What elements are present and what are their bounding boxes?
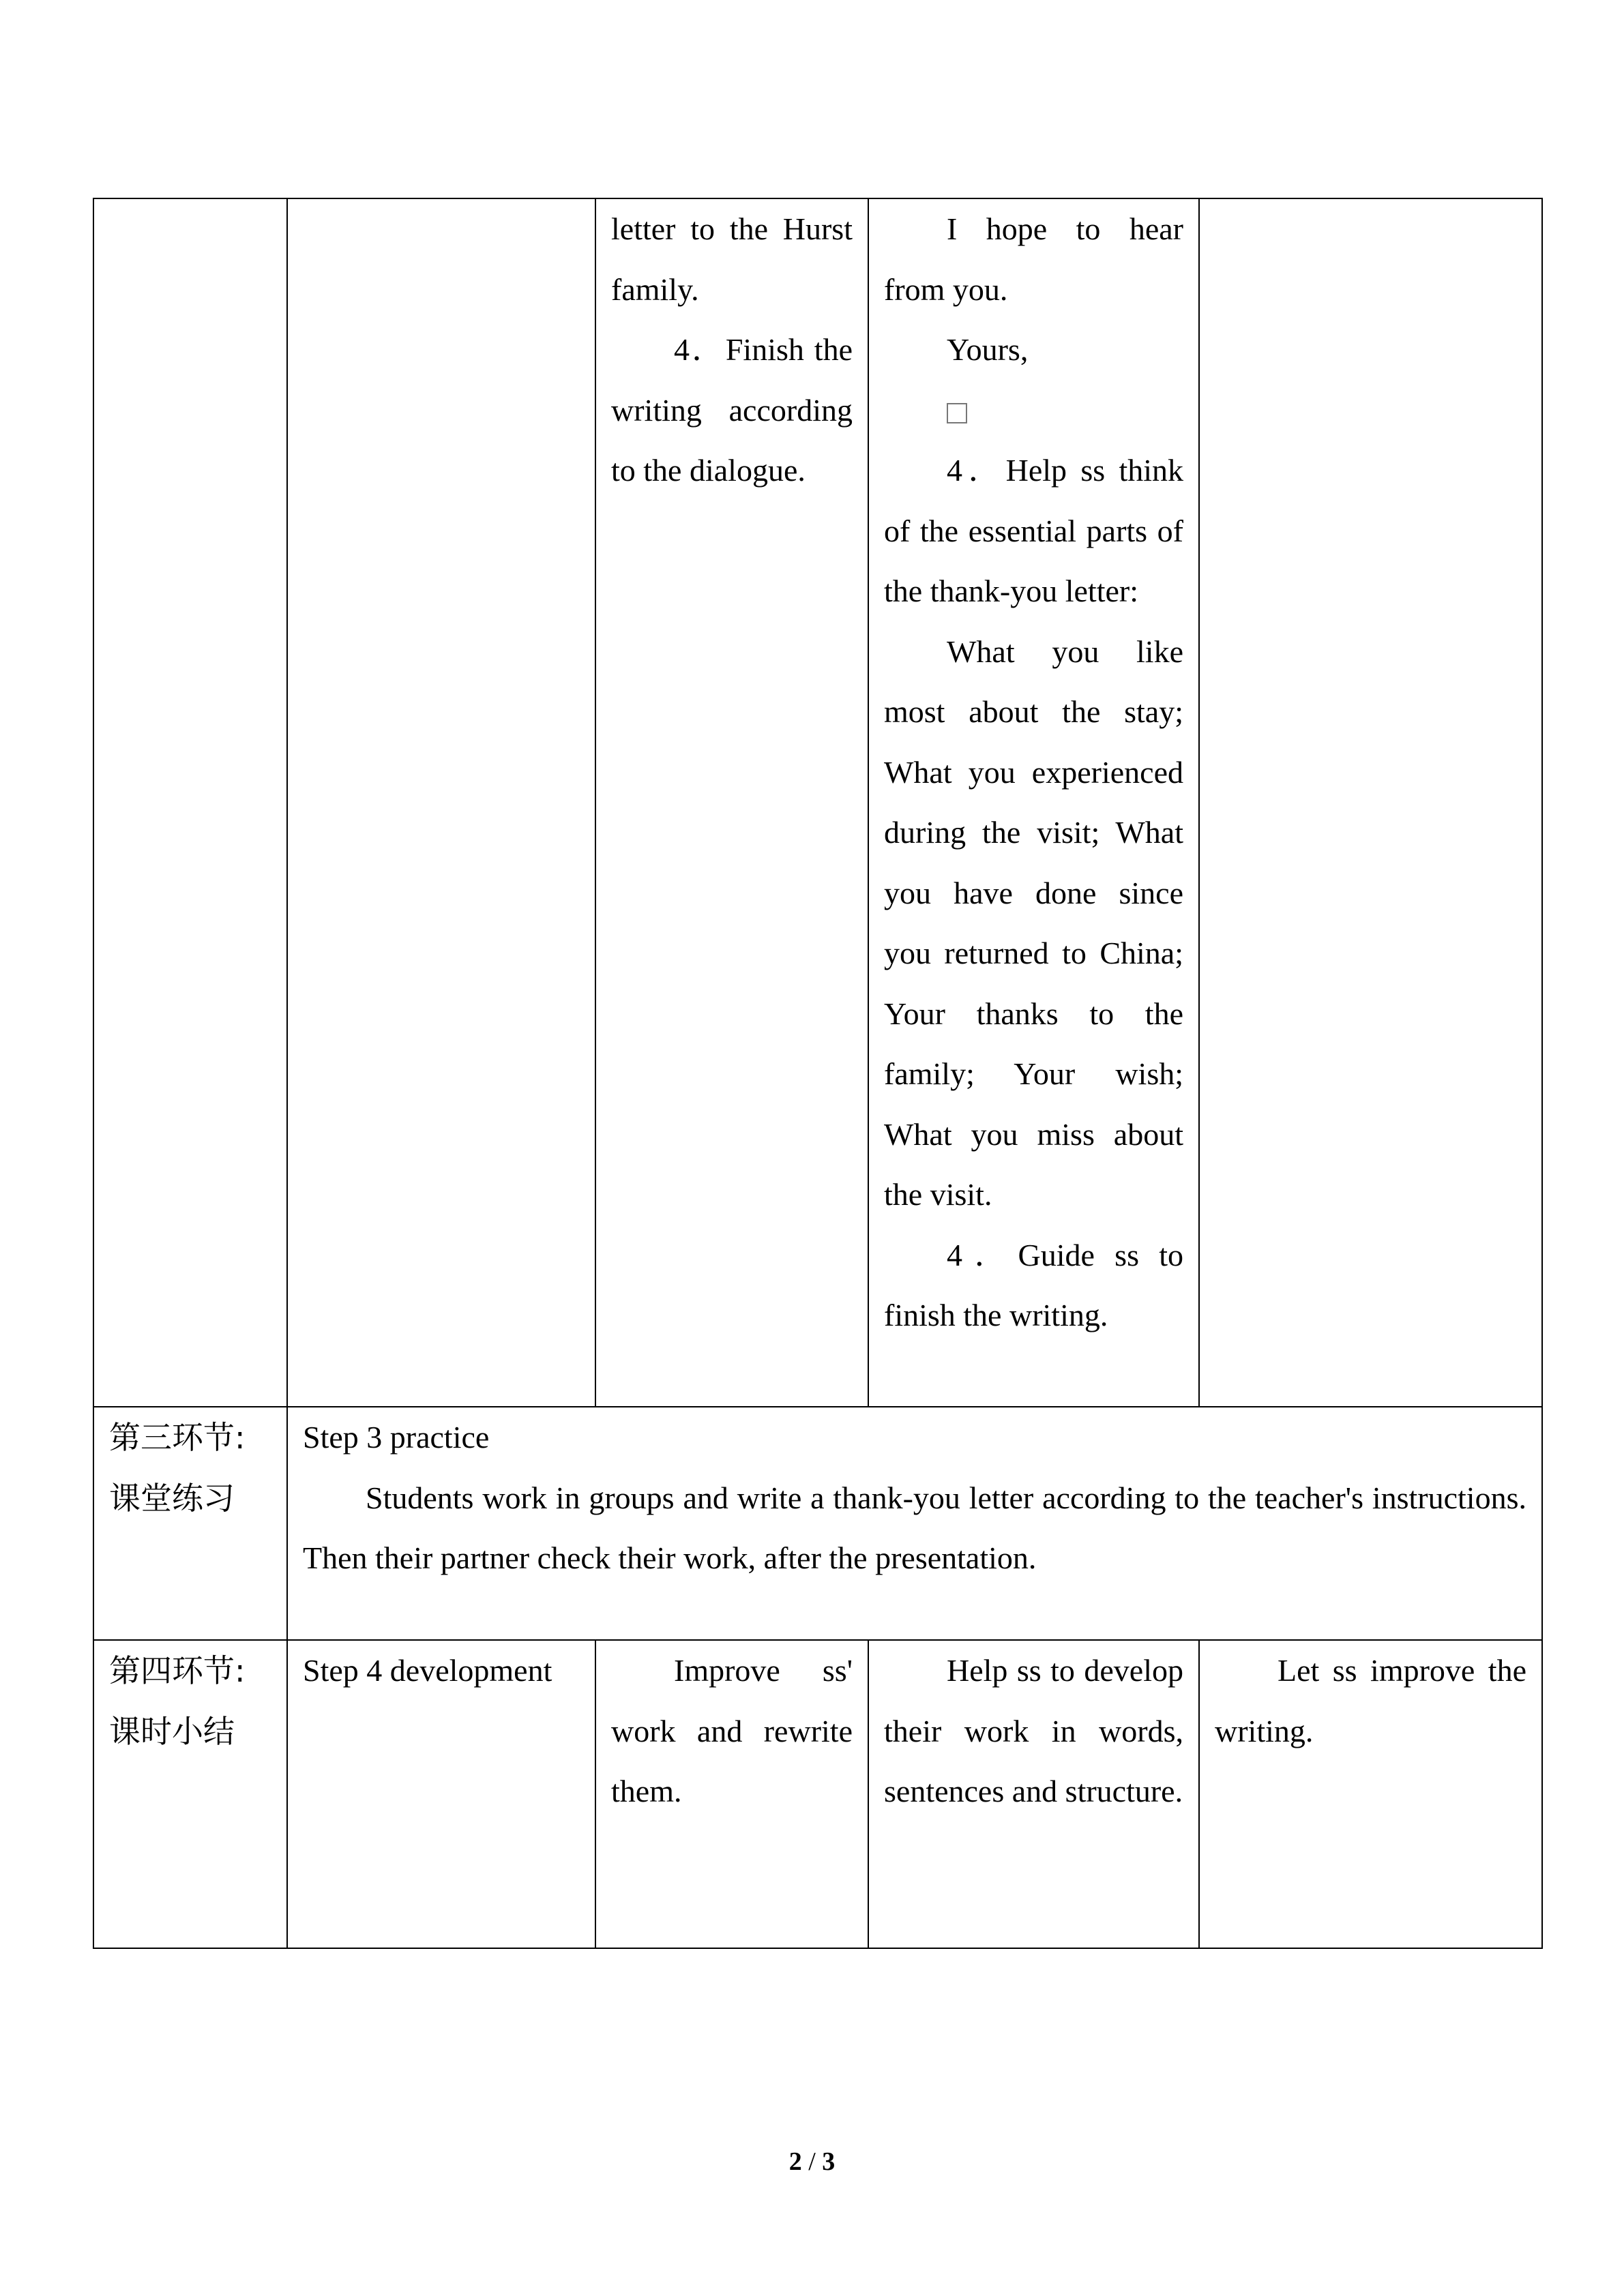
placeholder-box-icon	[884, 381, 1183, 441]
table-row	[93, 1640, 1542, 1948]
step-cell	[287, 198, 595, 1407]
student-text: 4．Finish the writing according to the dialogue.	[611, 332, 853, 488]
stage-cell	[93, 198, 287, 1407]
stage-label: 课时小结	[109, 1712, 235, 1750]
page-separator: /	[808, 2147, 816, 2176]
teacher-activity-cell	[868, 198, 1199, 1407]
stage-label: 第三环节:	[109, 1419, 246, 1456]
practice-title: Step 3 practice	[303, 1420, 490, 1455]
lesson-plan-table	[93, 198, 1543, 1949]
teacher-text: Help ss to develop their work in words, sentences and structure.	[884, 1653, 1183, 1808]
table-row	[93, 198, 1542, 1407]
practice-body: Students work in groups and write a thank-you letter according to the teacher's instructions. Then their partner check their work, after the presentation.	[303, 1480, 1526, 1575]
teacher-activity-cell	[868, 1640, 1199, 1948]
stage-label: 课堂练习	[109, 1479, 235, 1517]
student-text: letter to the Hurst family.	[611, 211, 853, 307]
design-intent-cell	[1199, 198, 1542, 1407]
page-current: 2	[788, 2147, 802, 2176]
teacher-text: I hope to hear from you.	[884, 211, 1183, 307]
teacher-text: 4．Help ss think of the essential parts of the thank-you letter:	[884, 453, 1183, 608]
teacher-text: 4．Guide ss to finish the writing.	[884, 1237, 1183, 1332]
teacher-text: What you like most about the stay; What you experienced during the visit; What you have done since you returned to China; Your thanks to the family; Your wish; What you miss about the visit.	[884, 633, 1183, 1212]
stage-label: 第四环节:	[109, 1652, 246, 1689]
stage-label-cell	[93, 1640, 287, 1948]
page-total: 3	[822, 2147, 836, 2176]
page-number	[0, 2147, 1624, 2177]
step-cell	[287, 1640, 595, 1948]
student-text: Improve ss' work and rewrite them.	[611, 1653, 853, 1808]
design-intent-cell	[1199, 1640, 1542, 1948]
teacher-text: Yours,	[947, 332, 1029, 367]
stage-label-cell	[93, 1407, 287, 1640]
student-activity-cell	[595, 198, 868, 1407]
table-row	[93, 1407, 1542, 1640]
step-text: Step 4 development	[303, 1653, 552, 1688]
practice-cell	[287, 1407, 1542, 1640]
intent-text: Let ss improve the writing.	[1215, 1653, 1526, 1748]
student-activity-cell	[595, 1640, 868, 1948]
